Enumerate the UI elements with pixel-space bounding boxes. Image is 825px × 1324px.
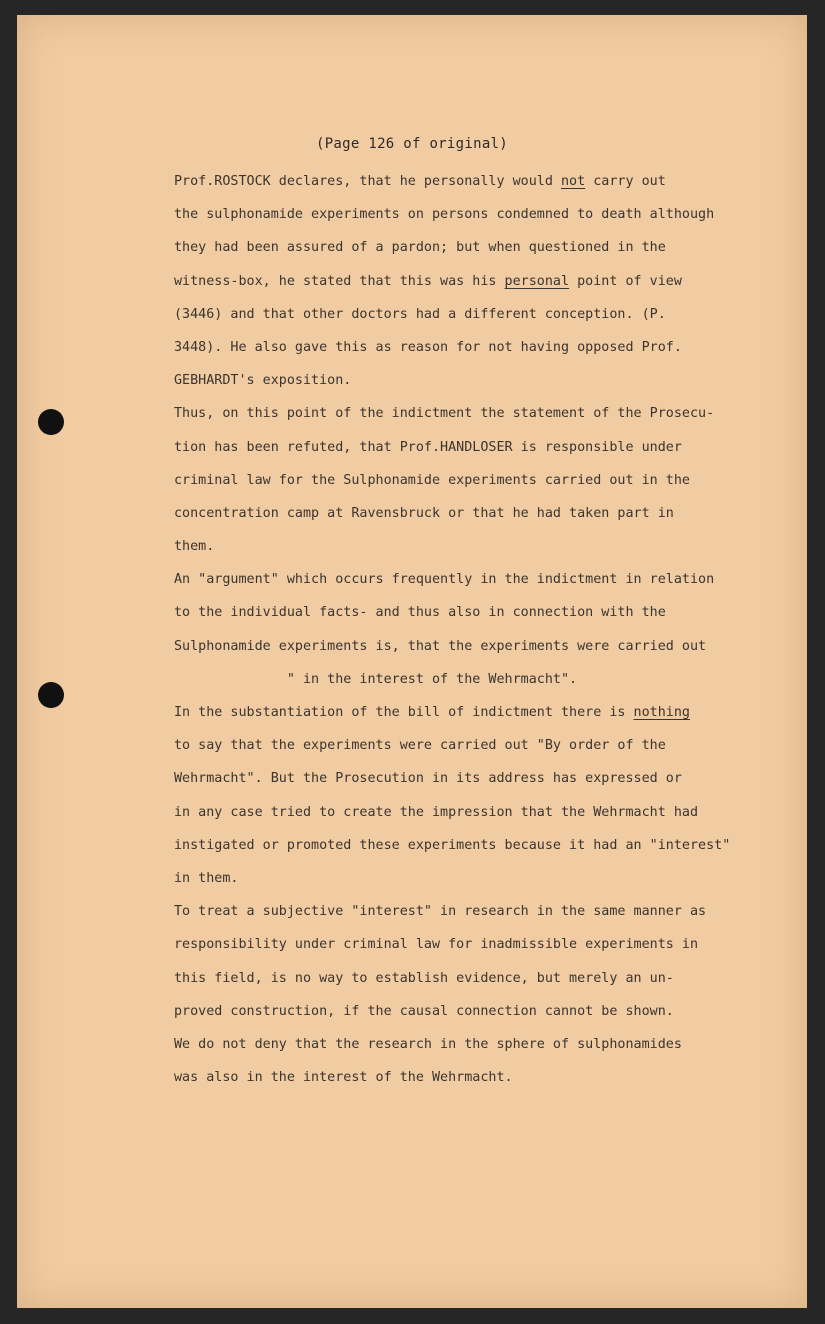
text-line — [174, 630, 794, 663]
text-line — [174, 796, 794, 829]
text-segment: " in the interest of the Wehrmacht". — [286, 671, 578, 687]
page-heading: (Page 126 of original) — [315, 136, 509, 152]
text-segment: this field, is no way to establish evidence, but merely an un- — [174, 970, 674, 986]
text-segment: carry out — [585, 174, 666, 189]
text-segment: point of view — [569, 273, 682, 289]
text-segment: in them. — [174, 870, 239, 886]
text-segment: them. — [174, 539, 215, 555]
text-line — [174, 663, 794, 696]
text-line — [174, 928, 794, 961]
text-line — [174, 198, 794, 231]
text-line — [174, 265, 794, 298]
text-line — [174, 729, 794, 762]
underlined-word: nothing — [633, 705, 690, 720]
text-segment: responsibility under criminal law for inadmissible experiments in — [174, 937, 699, 953]
text-line — [174, 331, 794, 364]
text-segment: Thus, on this point of the indictment the statement of the Prosecu- — [174, 406, 715, 422]
text-segment: We do not deny that the research in the sphere of sulphonamides — [174, 1036, 682, 1052]
text-segment: In the substantiation of the bill of indictment there is — [174, 705, 634, 720]
text-segment: they had been assured of a pardon; but when questioned in the — [174, 240, 666, 256]
text-segment: GEBHARDT's exposition. — [174, 373, 352, 389]
text-segment: concentration camp at Ravensbruck or that he had taken part in — [174, 505, 674, 521]
text-line — [174, 829, 794, 862]
punch-hole — [38, 682, 64, 708]
text-segment: 3448). He also gave this as reason for not having opposed Prof. — [174, 339, 682, 355]
text-line — [174, 1061, 794, 1094]
text-segment: Sulphonamide experiments is, that the experiments were carried out — [174, 638, 707, 654]
text-segment: (3446) and that other doctors had a different conception. (P. — [174, 306, 666, 322]
text-line — [174, 397, 794, 430]
text-segment: instigated or promoted these experiments because it had an "interest" — [174, 837, 731, 853]
text-line — [174, 862, 794, 895]
text-line — [174, 895, 794, 928]
text-segment: criminal law for the Sulphonamide experiments carried out in the — [174, 472, 690, 488]
text-line — [174, 962, 794, 995]
document-page — [17, 15, 807, 1308]
text-line — [174, 165, 794, 198]
text-segment: to say that the experiments were carried out "By order of the — [174, 738, 666, 754]
text-segment: An "argument" which occurs frequently in the indictment in relation — [174, 572, 715, 588]
text-line — [174, 995, 794, 1028]
text-line — [174, 563, 794, 596]
text-line — [174, 530, 794, 563]
text-line — [174, 431, 794, 464]
text-segment: tion has been refuted, that Prof.HANDLOSER is responsible under — [174, 439, 682, 455]
text-segment: the sulphonamide experiments on persons condemned to death although — [174, 207, 715, 223]
text-line — [174, 762, 794, 795]
text-segment: Prof.ROSTOCK declares, that he personally would — [174, 174, 561, 189]
underlined-word: not — [560, 174, 586, 189]
text-segment: to the individual facts- and thus also in connection with the — [174, 605, 666, 621]
text-line — [174, 596, 794, 629]
punch-hole — [38, 409, 64, 435]
text-segment: To treat a subjective "interest" in research in the same manner as — [174, 904, 707, 920]
text-line — [174, 364, 794, 397]
text-segment: proved construction, if the causal connection cannot be shown. — [174, 1003, 674, 1019]
text-line — [174, 464, 794, 497]
text-segment: Wehrmacht". But the Prosecution in its address has expressed or — [174, 771, 682, 787]
text-line — [174, 231, 794, 264]
text-line — [174, 696, 794, 729]
text-segment: was also in the interest of the Wehrmacht. — [174, 1070, 513, 1086]
text-segment: in any case tried to create the impression that the Wehrmacht had — [174, 804, 699, 820]
text-segment: witness-box, he stated that this was his — [174, 273, 505, 289]
document-body — [174, 165, 794, 1094]
underlined-word: personal — [504, 273, 570, 289]
text-line — [174, 1028, 794, 1061]
text-line — [174, 497, 794, 530]
text-line — [174, 298, 794, 331]
